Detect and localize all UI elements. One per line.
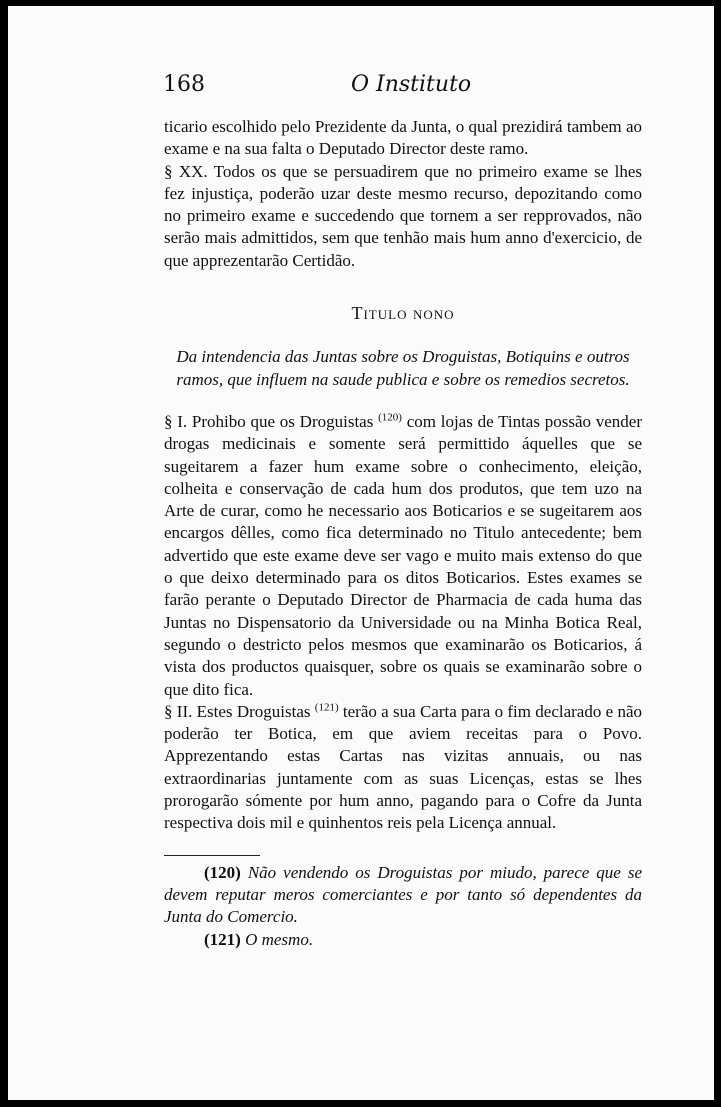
page-number: 168: [163, 72, 205, 97]
footnote-120: [164, 862, 642, 929]
paragraph-i: [164, 411, 642, 701]
paragraph-ii: [164, 701, 642, 835]
paragraph-xx: § XX. Todos os que se persuadirem que no primeiro exame se lhes fez injustiça, poderão uzar deste mesmo recurso, depozitando como no primeiro exame e succedendo que tornem a ser repprovados, não serão mais admittidos, sem que tenhão mais hum anno d'exercicio, de que apprezentarão Certidão.: [164, 161, 642, 270]
section-title: Titulo nono: [351, 303, 455, 324]
continuation-paragraph: ticario escolhido pelo Prezidente da Junta, o qual prezidirá tambem ao exame e na sua falta o Deputado Director deste ramo.: [164, 117, 642, 159]
footnote-120-number: (120): [204, 862, 241, 882]
footnote-ref-121: (121): [314, 701, 339, 714]
section-subtitle: Da intendencia das Juntas sobre os Droguistas, Botiquins e outros ramos, que influem na saude publica e sobre os remedios secretos.: [176, 347, 630, 389]
footnote-121-text: O mesmo.: [245, 929, 314, 949]
running-title: O Instituto: [351, 72, 472, 97]
page-header: [163, 68, 643, 108]
footnote-ref-120: (120): [378, 411, 402, 424]
footnote-121: [164, 929, 642, 951]
paragraph-ii-text: terão a sua Carta para o fim declarado e não poderão ter Botica, em que aviem receitas para o Povo. Apprezentando estas Cartas nas vizitas annuais, ou nas extraordinarias juntamente com as suas Licenças, estas se lhes prorogarão sómente por hum anno, pagando para o Cofre da Junta respectiva dois mil e quinhentos reis pela Licença annual.: [164, 701, 643, 833]
paragraph-i-lead: § I. Prohibo que os Droguistas: [164, 411, 374, 431]
paragraph-i-text: com lojas de Tintas possão vender drogas medicinais e somente será permittido áquelles que se sugeitarem a fazer hum exame sobre o conhecimento, eleição, colheita e conservação de cada hum dos produtos, que tem uzo na Arte de curar, como he necessario aos Boticarios e se sugeitarem aos encargos dêlles, como fica determinado no Titulo antecedente; bem advertido que este exame deve ser vago e muito mais extenso do que o que deixo determinado para os ditos Boticarios. Estes exames se farão perante o Deputado Director de Pharmacia de cada huma das Juntas no Dispensatorio da Universidade ou na Minha Botica Real, segundo o destricto pelos mesmos que examinarão os Boticarios, á vista dos productos quaisquer, sobre os quais se examinarão sobre o que dito fica.: [164, 411, 643, 699]
footnote-divider: [164, 855, 260, 856]
footnote-121-number: (121): [204, 929, 241, 949]
page-body: [164, 116, 642, 951]
book-page: [8, 6, 714, 1100]
paragraph-ii-lead: § II. Estes Droguistas: [164, 701, 311, 721]
footnote-120-text: Não vendendo os Droguistas por miudo, parece que se devem reputar meros comerciantes e por tanto só dependentes da Junta do Comercio.: [164, 862, 642, 927]
